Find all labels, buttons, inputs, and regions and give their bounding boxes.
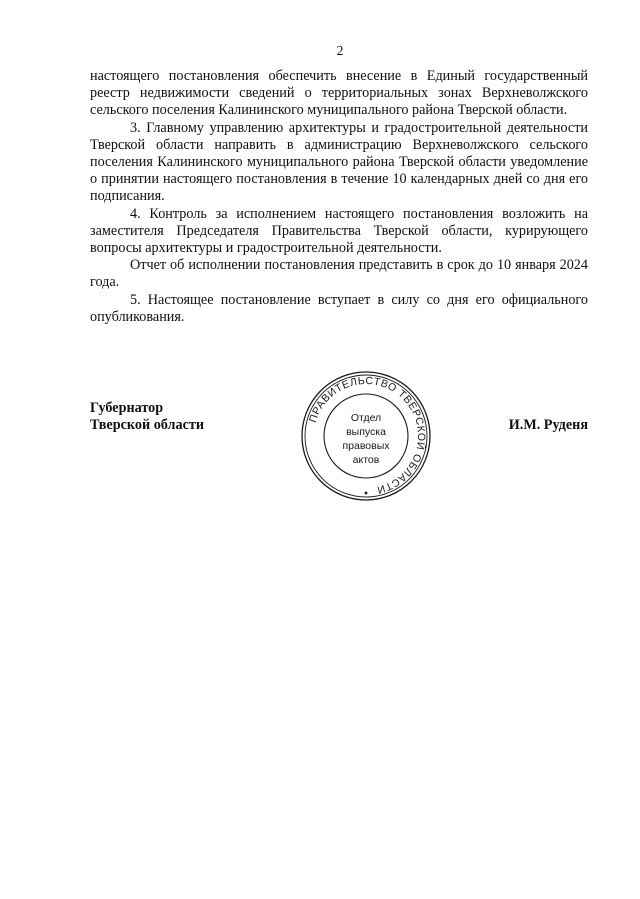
stamp-dot: [365, 492, 368, 495]
signer-title-line1: Губернатор: [90, 400, 164, 416]
paragraph-continuation: настоящего постановления обеспечить внесение в Единый государственный реестр недвижимости сведений о территориальных зонах Верхневолжского сельского поселения Калининского муниципального района Тверской области.: [90, 68, 588, 119]
stamp-ring-text: ПРАВИТЕЛЬСТВО ТВЕРСКОЙ ОБЛАСТИ: [306, 374, 428, 496]
paragraph-item-5: 5. Настоящее постановление вступает в силу со дня его официального опубликования.: [90, 291, 588, 325]
paragraph-report-deadline: Отчет об исполнении постановления представить в срок до 10 января 2024 года.: [90, 257, 588, 291]
stamp-center-line2: выпуска: [346, 426, 386, 438]
signer-title-line2: Тверской области: [90, 417, 205, 433]
signer-name: И.М. Руденя: [508, 417, 588, 433]
stamp-center-line1: Отдел: [350, 412, 382, 424]
stamp-center-line3: правовых: [342, 440, 390, 452]
signature-block: [90, 374, 588, 520]
paragraph-item-4: 4. Контроль за исполнением настоящего постановления возложить на заместителя Председателя Правительства Тверской области, курирующего вопросы архитектуры и градостроительной деятельности.: [90, 205, 588, 257]
page-number: 2: [336, 44, 344, 59]
document-body: [90, 68, 588, 326]
signer-title: [90, 400, 204, 434]
paragraph-item-3: 3. Главному управлению архитектуры и градостроительной деятельности Тверской области направить в администрацию Верхневолжского сельского поселения Калининского муниципального района Тверской области уведомление о принятии настоящего постановления в течение 10 календарных дней со дня его подписания.: [90, 119, 588, 205]
official-stamp: [299, 369, 433, 503]
stamp-center-line4: актов: [352, 454, 380, 466]
